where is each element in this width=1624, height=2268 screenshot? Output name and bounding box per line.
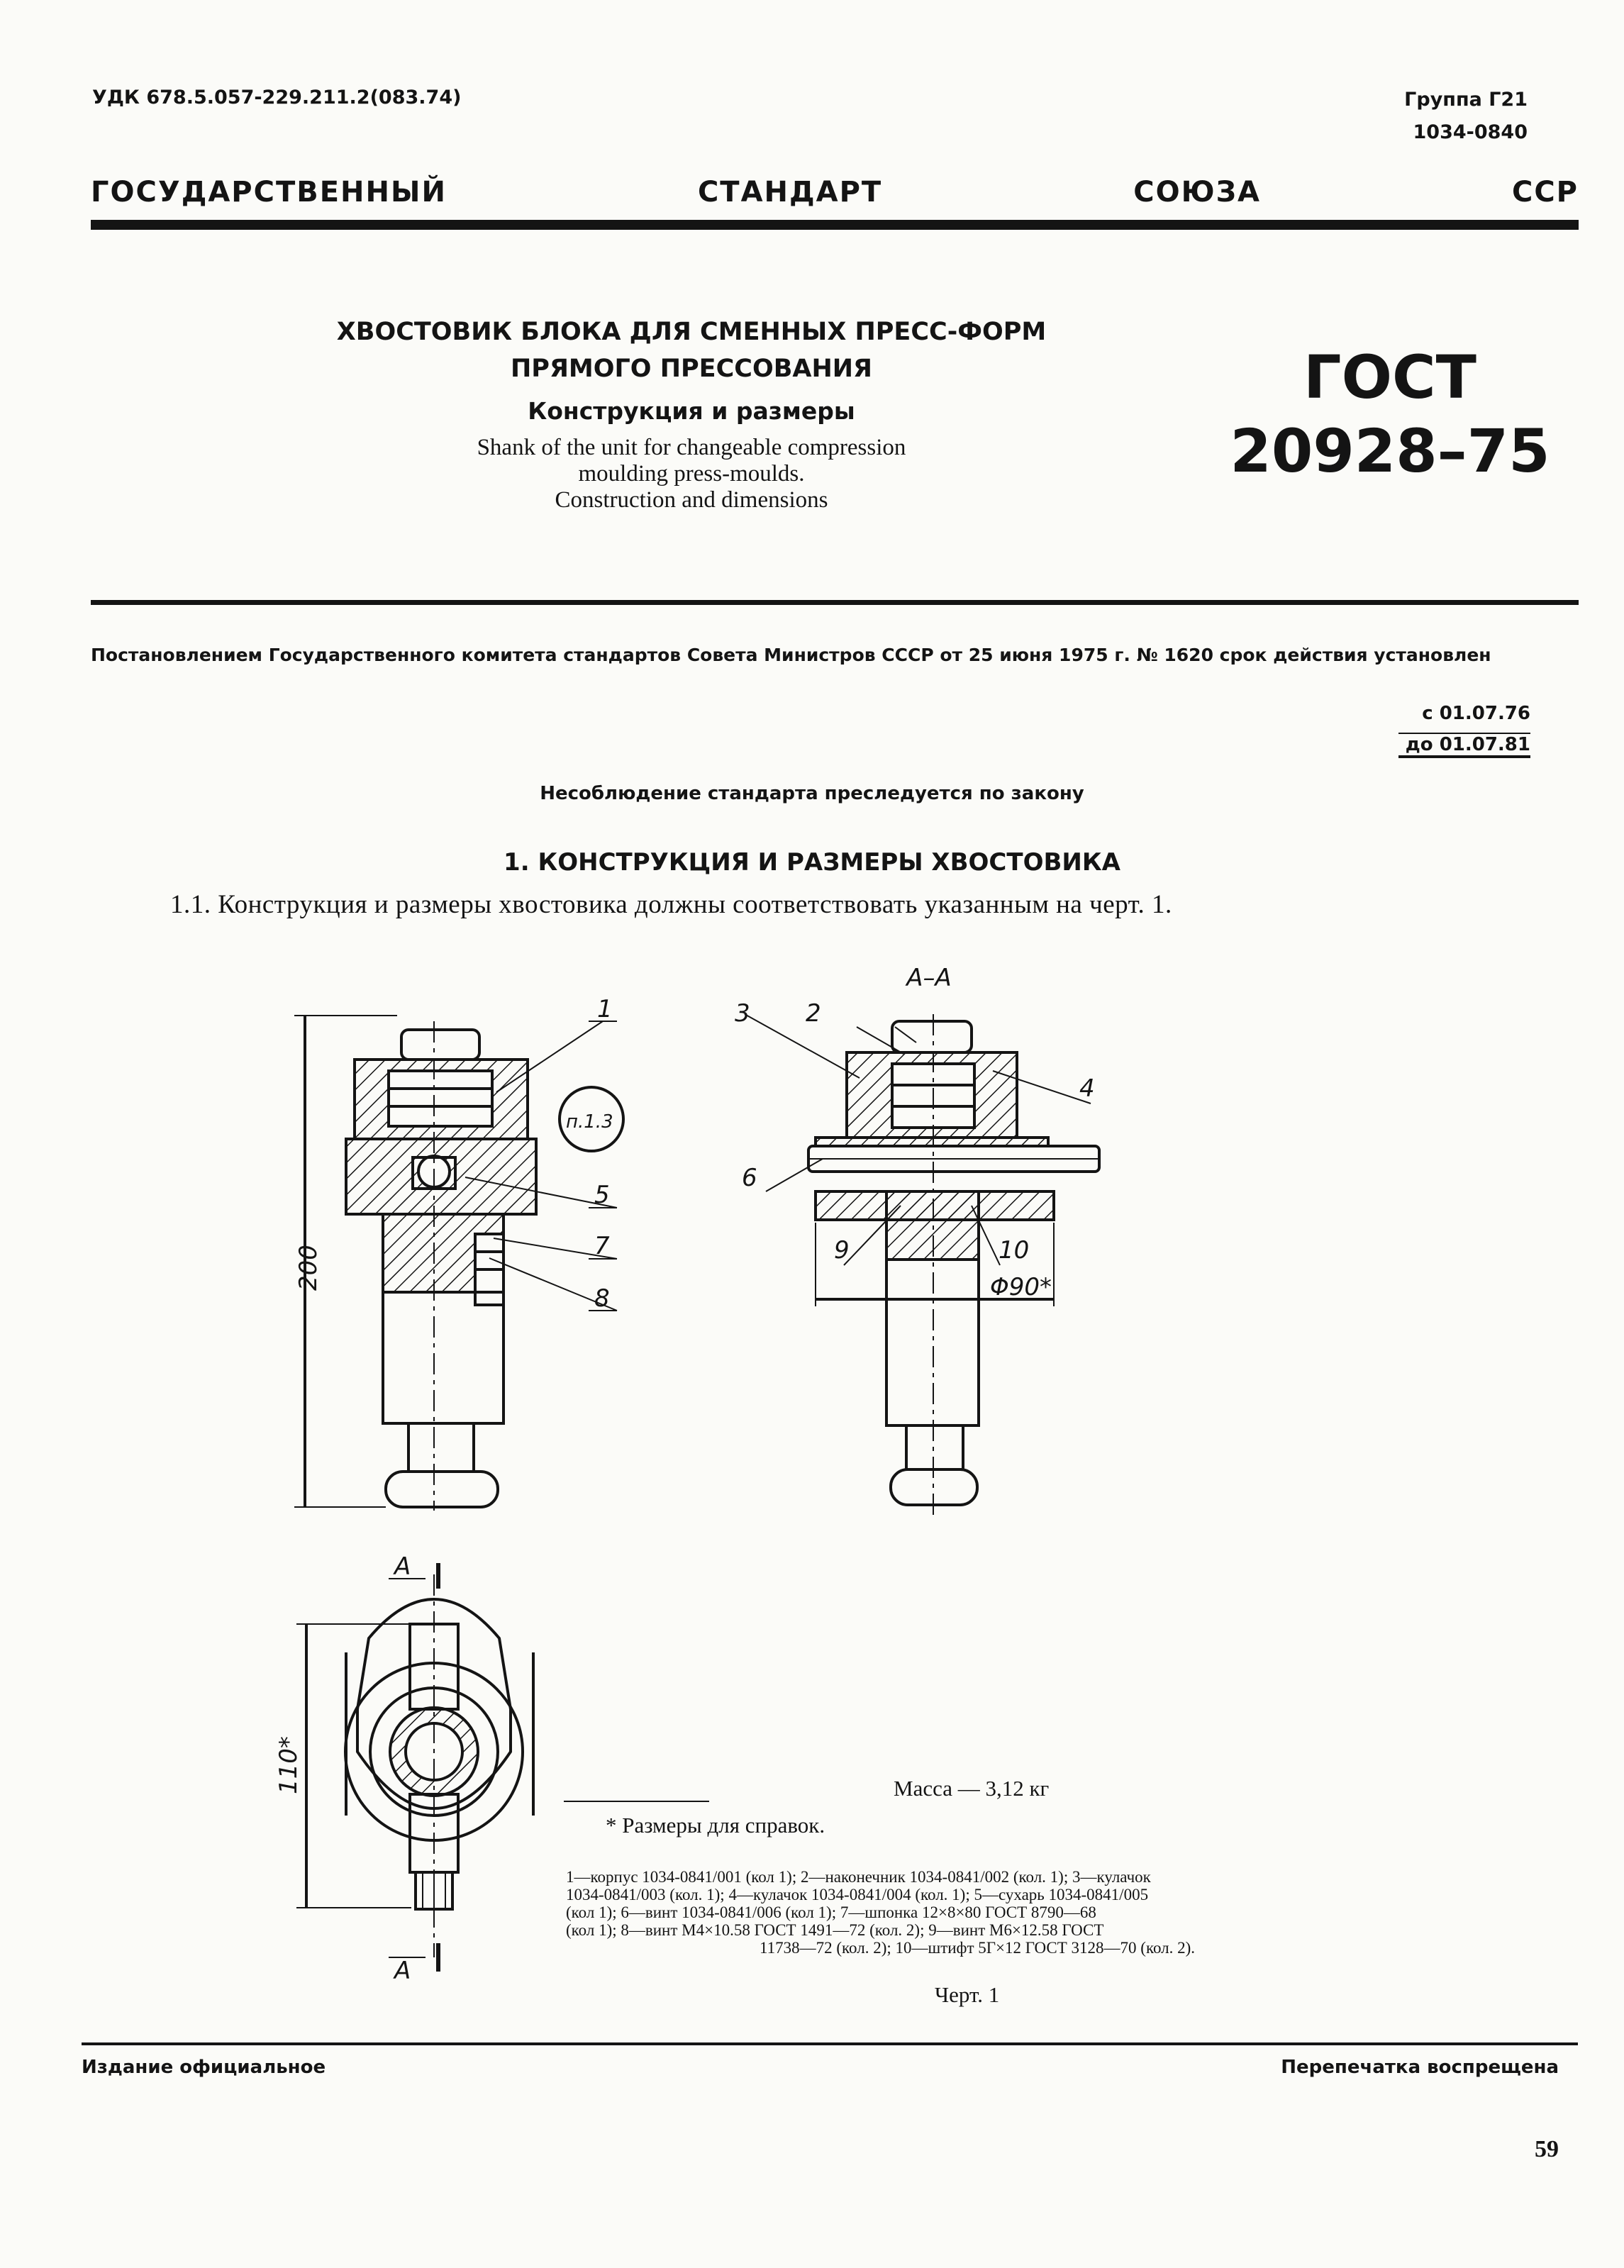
callout-9: 9 <box>834 1236 850 1264</box>
cut-letter-bottom: А <box>394 1957 411 1985</box>
section-heading: 1. КОНСТРУКЦИЯ И РАЗМЕРЫ ХВОСТОВИКА <box>504 848 1120 877</box>
callout-6: 6 <box>742 1164 757 1192</box>
legal-notice: Несоблюдение стандарта преследуется по закону <box>540 783 1084 804</box>
figure-caption: Черт. 1 <box>935 1982 1000 2007</box>
group-label: Группа Г21 <box>1404 89 1528 111</box>
parts-legend <box>566 1868 1389 1957</box>
reprint-prohibited-label: Перепечатка воспрещена <box>1281 2057 1559 2078</box>
callout-10: 10 <box>999 1236 1030 1264</box>
legend-line: (кол 1); 6—винт 1034-0841/006 (кол 1); 7—шпонка 12×8×80 ГОСТ 8790—68 <box>566 1903 1096 1921</box>
reference-note: * Размеры для справок. <box>606 1813 825 1838</box>
legend-line: 1034-0841/003 (кол. 1); 4—кулачок 1034-0841/004 (кол. 1); 5—сухарь 1034-0841/005 <box>566 1886 1149 1903</box>
callout-2: 2 <box>806 999 821 1028</box>
note-reference: п.1.3 <box>566 1111 613 1133</box>
title-en-line: Construction and dimensions <box>555 487 828 513</box>
title-ru-line: ХВОСТОВИК БЛОКА ДЛЯ СМЕННЫХ ПРЕСС-ФОРМ <box>336 318 1047 346</box>
classification-code: 1034-0840 <box>1413 121 1528 143</box>
cut-letter-top: А <box>394 1552 411 1581</box>
title-ru-line: ПРЯМОГО ПРЕССОВАНИЯ <box>511 355 872 383</box>
footer-rule <box>82 2042 1578 2045</box>
width-dimension: 110* <box>274 1736 303 1794</box>
official-edition-label: Издание официальное <box>82 2057 326 2078</box>
page-number: 59 <box>1535 2136 1559 2162</box>
section-a-a-view <box>745 1014 1099 1518</box>
gost-label: ГОСТ <box>1303 343 1476 412</box>
section-label: А–А <box>906 964 952 992</box>
plan-view <box>296 1563 533 1972</box>
valid-from: с 01.07.76 <box>1422 703 1530 724</box>
callout-7: 7 <box>594 1232 610 1260</box>
subtitle-ru: Конструкция и размеры <box>528 397 855 425</box>
callout-4: 4 <box>1079 1074 1095 1103</box>
callout-5: 5 <box>594 1181 610 1209</box>
front-section-view <box>294 1016 623 1511</box>
callout-3: 3 <box>735 999 750 1028</box>
banner-word: ГОСУДАРСТВЕННЫЙ <box>91 176 447 209</box>
legend-line: 11738—72 (кол. 2); 10—штифт 5Г×12 ГОСТ 3128—70 (кол. 2). <box>759 1939 1196 1957</box>
title-en-line: Shank of the unit for changeable compression <box>477 435 906 460</box>
diameter-dimension: Φ90* <box>990 1273 1052 1301</box>
height-dimension: 200 <box>294 1245 323 1291</box>
valid-to: до 01.07.81 <box>1398 733 1530 758</box>
banner-word: СОЮЗА <box>1133 176 1261 209</box>
decree-text: Постановлением Государственного комитета стандартов Совета Министров СССР от 25 июня 1975 г. № 1620 срок действия установлен <box>91 645 1491 665</box>
udc-code: УДК 678.5.057-229.211.2(083.74) <box>92 87 462 109</box>
callout-1: 1 <box>597 995 613 1023</box>
legend-line: 1—корпус 1034-0841/001 (кол 1); 2—наконечник 1034-0841/002 (кол. 1); 3—кулачок <box>566 1868 1151 1886</box>
mass-value: Масса — 3,12 кг <box>894 1776 1050 1801</box>
section-paragraph: 1.1. Конструкция и размеры хвостовика должны соответствовать указанным на черт. 1. <box>170 890 1172 919</box>
gost-number: 20928–75 <box>1230 416 1550 486</box>
callout-8: 8 <box>594 1284 610 1313</box>
legend-line: (кол 1); 8—винт М4×10.58 ГОСТ 1491—72 (кол. 2); 9—винт М6×12.58 ГОСТ <box>566 1921 1104 1939</box>
title-en-line: moulding press-moulds. <box>578 461 805 487</box>
banner-word: СТАНДАРТ <box>697 176 883 209</box>
banner-word: ССР <box>1511 176 1579 209</box>
